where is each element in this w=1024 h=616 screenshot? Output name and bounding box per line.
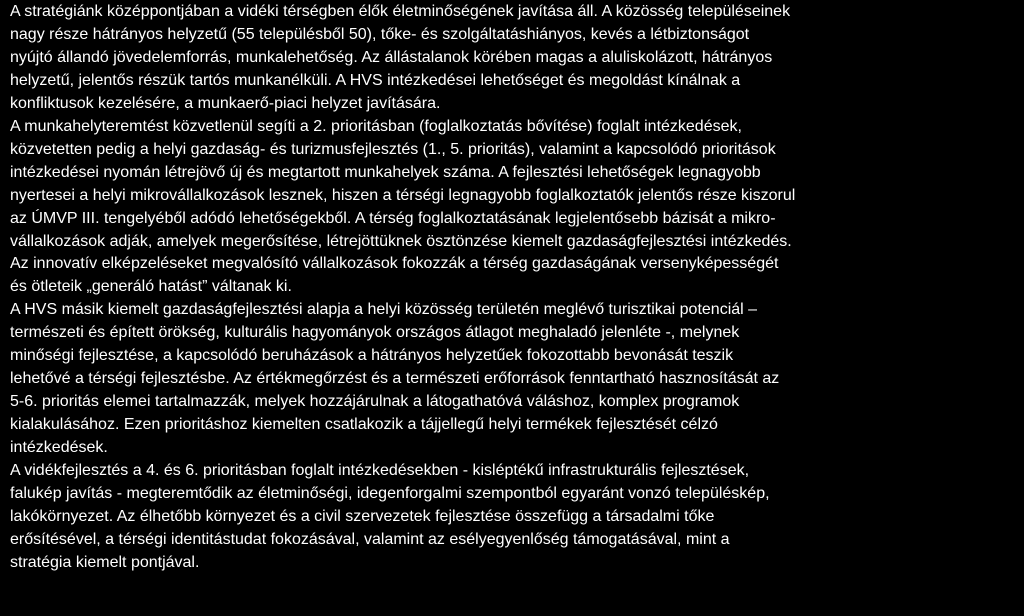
text-line: lehetővé a térségi fejlesztésbe. Az értékmegőrzést és a természeti erőforrások fenntartható hasznosítását az: [10, 370, 780, 388]
text-line: nyertesei a helyi mikrovállalkozások lesznek, hiszen a térségi legnagyobb foglalkoztatók jelentős része kiszorul: [10, 186, 796, 204]
text-line: A vidékfejlesztés a 4. és 6. prioritásban foglalt intézkedésekben - kisléptékű infrastrukturális fejlesztések,: [10, 462, 750, 480]
text-line: az ÚMVP III. tengelyéből adódó lehetőségekből. A térség foglalkoztatásának legjelentősebb bázisát a mikro-: [10, 209, 776, 227]
text-line: minőségi fejlesztése, a kapcsolódó beruházások a hátrányos helyzetűek fokozottabb bevonását teszik: [10, 347, 734, 365]
text-line: falukép javítás - megteremtődik az életminőségi, idegenforgalmi szempontból egyaránt vonzó településkép,: [10, 485, 770, 503]
text-line: A HVS másik kiemelt gazdaságfejlesztési alapja a helyi közösség területén meglévő turisztikai potenciál –: [10, 301, 758, 319]
text-line: lakókörnyezet. Az élhetőbb környezet és a civil szervezetek fejlesztése összefügg a társadalmi tőke: [10, 507, 715, 525]
text-line: A munkahelyteremtést közvetlenül segíti a 2. prioritásban (foglalkoztatás bővítése) foglalt intézkedések,: [10, 117, 742, 135]
document-body: [10, 1, 1020, 575]
text-line: 5-6. prioritás elemei tartalmazzák, melyek hozzájárulnak a látogathatóvá váláshoz, komplex programok: [10, 393, 740, 411]
text-line: intézkedései nyomán létrejövő új és megtartott munkahelyek száma. A fejlesztési lehetőségek legnagyobb: [10, 163, 761, 181]
text-line: nagy része hátrányos helyzetű (55 településből 50), tőke- és szolgáltatáshiányos, kevés a létbiztonságot: [10, 25, 750, 43]
text-line: A stratégiánk középpontjában a vidéki térségben élők életminőségének javítása áll. A közösség településeinek: [10, 3, 791, 20]
text-line: közvetetten pedig a helyi gazdaság- és turizmusfejlesztés (1., 5. prioritás), valamint a kapcsolódó prioritások: [10, 140, 776, 158]
text-line: helyzetű, jelentős részük tartós munkanélküli. A HVS intézkedései lehetőséget és megoldást kínálnak a: [10, 71, 741, 89]
text-line: Az innovatív elképzeléseket megvalósító vállalkozások fokozzák a térség gazdaságának versenyképességét: [10, 255, 779, 273]
text-line: természeti és épített örökség, kulturális hagyományok országos átlagot meghaladó jelenléte -, melynek: [10, 324, 740, 342]
text-line: vállalkozások adják, amelyek megerősítése, létrejöttüknek ösztönzése kiemelt gazdaságfejlesztési intézkedés.: [10, 232, 792, 250]
text-line: erősítésével, a térségi identitástudat fokozásával, valamint az esélyegyenlőség támogatásával, mint a: [10, 530, 730, 548]
text-line: konfliktusok kezelésére, a munkaerő-piaci helyzet javítására.: [10, 94, 441, 112]
text-line: kialakulásához. Ezen prioritáshoz kiemelten csatlakozik a tájjellegű helyi termékek fejlesztését célzó: [10, 416, 718, 434]
text-line: nyújtó állandó jövedelemforrás, munkalehetőség. Az állástalanok körében magas a aluliskolázott, hátrányos: [10, 48, 773, 66]
text-line: stratégia kiemelt pontjával.: [10, 553, 200, 571]
text-line: és ötleteik „generáló hatást” váltanak ki.: [10, 278, 292, 296]
text-line: intézkedések.: [10, 439, 108, 457]
